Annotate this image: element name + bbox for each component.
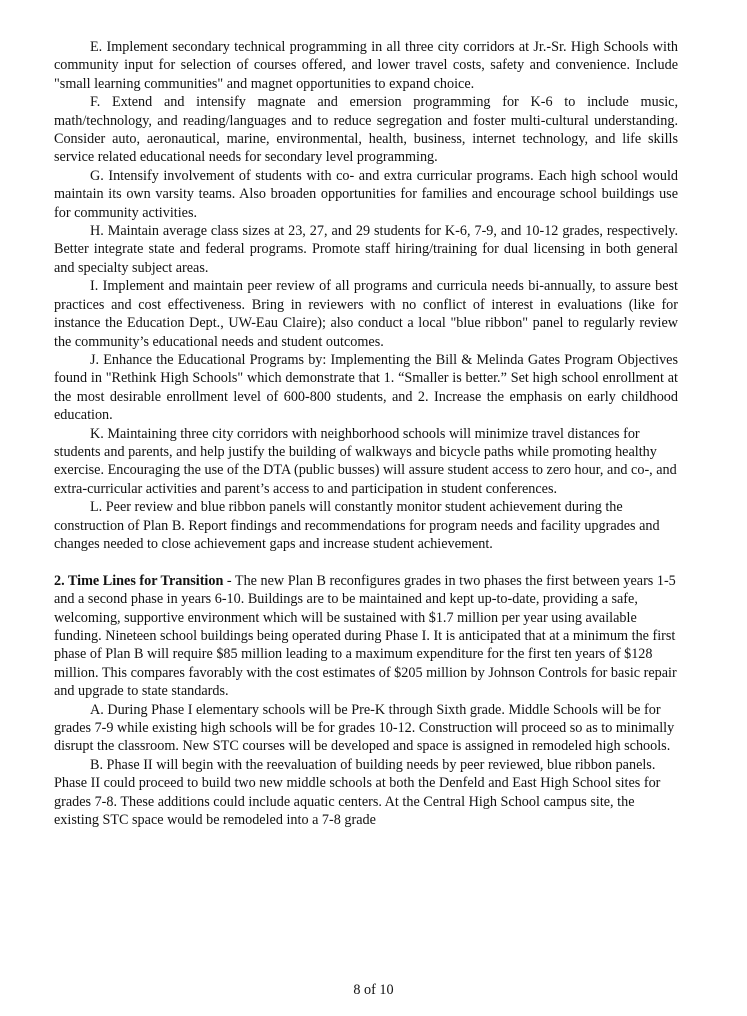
document-page <box>54 38 678 829</box>
item-i-paragraph: I. Implement and maintain peer review of all programs and curricula needs bi-annually, to assure best practices and cost effectiveness. Bring in reviewers with no conflict of interest in evaluations (like for instance the Education Dept., UW-Eau Claire); also conduct a local "blue ribbon" panel to regularly review the community’s educational needs and student outcomes. <box>54 278 678 350</box>
item-h-paragraph: H. Maintain average class sizes at 23, 27, and 29 students for K-6, 7-9, and 10-12 grades, respectively. Better integrate state and federal programs. Promote staff hiring/training for dual licensing in both general and specialty subject areas. <box>54 223 678 276</box>
section-2-item-b-paragraph: B. Phase II will begin with the reevaluation of building needs by peer reviewed, blue ribbon panels. Phase II could proceed to build two new middle schools at both the Denfeld and East High School sites for grades 7-8. These additions could include aquatic centers. At the Central High School campus site, the existing STC space would be remodeled into a 7-8 grade <box>54 756 661 829</box>
item-g-paragraph: G. Intensify involvement of students with co- and extra curricular programs. Each high school would maintain its own varsity teams. Also broaden opportunities for families and encourage school buildings use for community activities. <box>54 167 678 221</box>
item-f-paragraph: F. Extend and intensify magnate and emersion programming for K-6 to include music, math/technology, and reading/languages and to reduce segregation and foster multi-cultural understanding. Consider auto, aeronautical, marine, environmental, health, business, internet technology, and life skills service related educational needs for secondary level programming. <box>54 94 678 166</box>
page-number: 8 of 10 <box>353 982 394 998</box>
section-2-item-a-paragraph: A. During Phase I elementary schools will be Pre-K through Sixth grade. Middle Schools will be for grades 7-9 while existing high schools will be for grades 10-12. Construction will proceed so as to minimally disrupt the classroom. New STC courses will be developed and space is assigned in remodeled high schools. <box>54 701 675 755</box>
section-2-body: - The new Plan B reconfigures grades in two phases the first between years 1-5 and a second phase in years 6-10. Buildings are to be maintained and kept up-to-date, providing a safe, welcoming, supportive environment which will be sustained with $1.7 million per year using available funding. Nineteen school buildings being operated during Phase I. It is anticipated that at a minimum the first phase of Plan B will require $85 million leading to a maximum expenditure for the first ten years of $128 million. This compares favorably with the cost estimates of $205 million by Johnson Controls for basic repair and upgrade to state standards. <box>54 572 677 700</box>
section-2-paragraph <box>54 572 678 701</box>
item-l-paragraph: L. Peer review and blue ribbon panels will constantly monitor student achievement during the construction of Plan B. Report findings and recommendations for program needs and facility upgrades and changes needed to close achievement gaps and increase student achievement. <box>54 499 660 552</box>
section-spacer <box>54 553 678 571</box>
item-e-paragraph: E. Implement secondary technical programming in all three city corridors at Jr.-Sr. High Schools with community input for selection of courses offered, and lower travel costs, safety and convenience. Include "small learning communities" and magnet opportunities to expand choice. <box>54 39 678 92</box>
item-j-paragraph: J. Enhance the Educational Programs by: Implementing the Bill & Melinda Gates Program Objectives found in "Rethink High Schools" which demonstrate that 1. “Smaller is better.” Set high school enrollment at the most desirable enrollment level of 600-800 students, and 2. Increase the emphasis on early childhood education. <box>54 351 678 424</box>
item-k-paragraph: K. Maintaining three city corridors with neighborhood schools will minimize travel distances for students and parents, and help justify the building of walkways and bicycle paths while promoting healthy exercise. Encouraging the use of the DTA (public busses) will assure student access to zero hour, and co-, and extra-curricular activities and parent’s access to and participation in student conferences. <box>54 425 677 497</box>
section-2-heading: 2. Time Lines for Transition <box>54 572 224 589</box>
